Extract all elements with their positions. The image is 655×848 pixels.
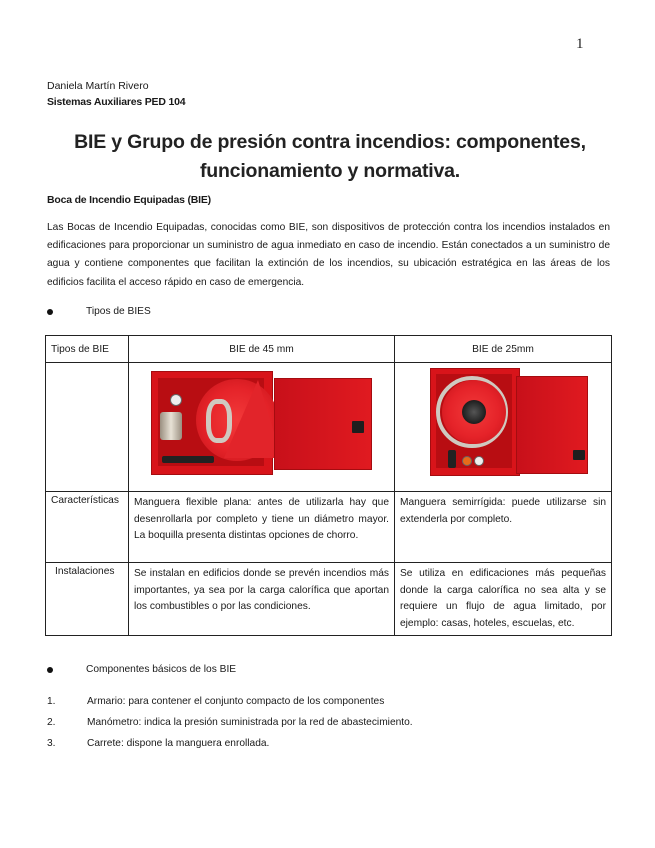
intro-paragraph: Las Bocas de Incendio Equipadas, conocidas como BIE, son dispositivos de protección contra los incendios instalados en edificaciones para proporcionar un suministro de agua inmediato en caso de incendio. Están conectados a un suministro de agua y contiene componentes que facilitan la extinción de los incendios, su ubicación estratégica en las áreas de los edificios facilita el acceso rápido en caso de emergencia. [47,222,610,288]
page-number: 1 [576,36,584,52]
table-cell-empty [46,363,129,492]
title-line-1: BIE y Grupo de presión contra incendios: componentes, [74,131,586,153]
table-row-instalaciones [46,563,612,636]
section-heading: Boca de Incendio Equipadas (BIE) [47,194,211,206]
list-item [47,696,384,707]
table-cell-image-45 [129,363,395,492]
list-number: 1. [47,696,56,707]
row-label: Características [46,492,129,563]
list-item [47,738,269,749]
bullet-componentes [40,664,236,675]
bullet-tipos-bies [40,306,151,317]
list-text: Carrete: dispone la manguera enrollada. [87,738,270,749]
document-title [40,128,620,186]
cell-bie45-instalaciones: Se instalan en edificios donde se prevén incendios más importantes, ya sea por la carga calorífica que aportan los combustibles o por las condiciones. [129,563,395,636]
cell-bie45-caracteristicas: Manguera flexible plana: antes de utilizarla hay que desenrollarla por completo y tiene un diámetro mayor. La boquilla presenta distintas opciones de chorro. [129,492,395,563]
cell-bie25-caracteristicas: Manguera semirrígida: puede utilizarse sin extenderla por completo. [395,492,612,563]
fire-hose-cabinet-25mm-icon [418,366,588,478]
table-header-row [46,336,612,363]
bullet-icon [47,667,53,673]
bullet-text: Componentes básicos de los BIE [86,664,237,675]
table-header-cell: BIE de 25mm [395,336,612,363]
list-text: Manómetro: indica la presión suministrada por la red de abastecimiento. [87,717,413,728]
table-row-images [46,363,612,492]
table-header-cell: BIE de 45 mm [129,336,395,363]
bullet-text: Tipos de BIES [86,306,151,317]
cell-bie25-instalaciones: Se utiliza en edificaciones más pequeñas donde la carga calorífica no sea alta y se requiere un flujo de agua limitado, por ejemplo: casas, hoteles, escuelas, etc. [395,563,612,636]
title-line-2: funcionamiento y normativa. [199,160,461,182]
list-number: 3. [47,738,56,749]
list-text: Armario: para contener el conjunto compacto de los componentes [87,696,385,707]
fire-hose-cabinet-45mm-icon [146,366,378,478]
table-row-caracteristicas [46,492,612,563]
author-name: Daniela Martín Rivero [47,80,149,92]
table-cell-image-25 [395,363,612,492]
bie-types-table [45,335,612,636]
list-item [47,717,413,728]
bullet-icon [47,309,53,315]
course-name: Sistemas Auxiliares PED 104 [47,96,186,108]
row-label: Instalaciones [46,563,129,636]
list-number: 2. [47,717,56,728]
table-header-cell: Tipos de BIE [46,336,129,363]
